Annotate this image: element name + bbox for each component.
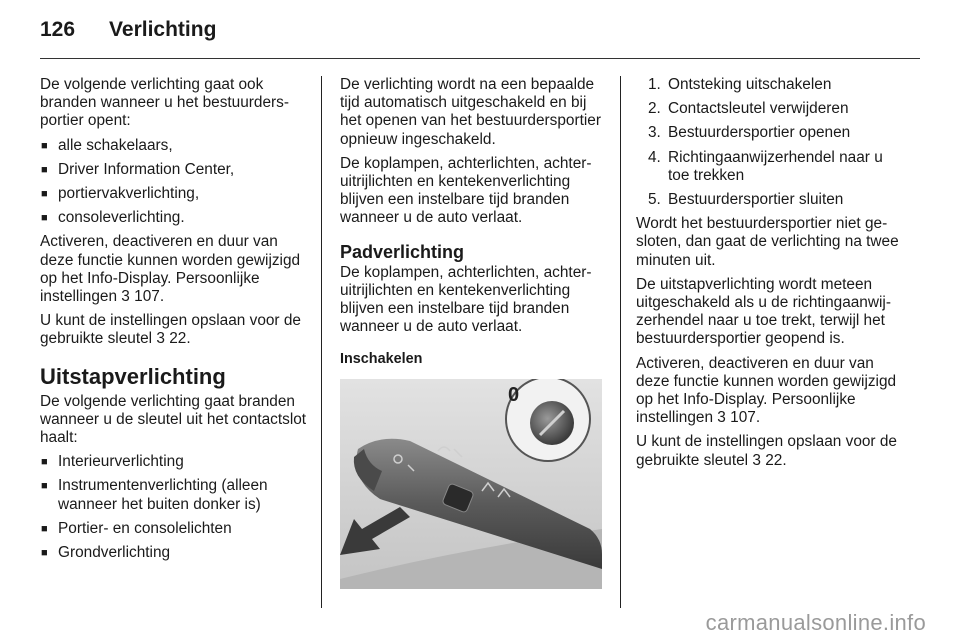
list-item: 2. Contactsleutel verwijderen — [648, 100, 849, 118]
uitstap-list — [40, 453, 310, 562]
list-item: ■ alle schakelaars, — [40, 137, 310, 155]
lights-paragraph: De koplampen, achterlichten, achteruitrijlichten en kentekenverlichting blijven een instelbare tijd branden wanneer u de auto verlaat. — [340, 154, 592, 227]
list-item: 4. Richtingaanwijzerhendel naar u toe trekken — [648, 148, 883, 184]
activate-paragraph: Activeren, deactiveren en duur van deze functie kunnen worden gewijzigd op het Info-Display. Persoonlijke instellingen 3 107. — [636, 354, 897, 427]
uitstap-paragraph: De volgende verlichting gaat branden wanneer u de sleutel uit het contactslot haalt: — [40, 392, 307, 447]
save-paragraph: U kunt de instellingen opslaan voor de gebruikte sleutel 3 22. — [636, 433, 897, 469]
column-divider-2 — [620, 76, 621, 608]
pad-paragraph: De koplampen, achterlichten, achteruitrijlichten en kentekenverlichting blijven een instelbare tijd branden wanneer u de auto verlaat. — [340, 263, 592, 336]
column-divider-1 — [321, 76, 322, 608]
page-ref-link[interactable]: 107. — [134, 288, 165, 306]
page-header — [40, 18, 216, 48]
immediate-off-paragraph: De uitstapverlichting wordt meteen uitgeschakeld als u de richtingaanwijzerhendel naar u toe trekt, terwijl het bestuurdersportier geopend is. — [636, 275, 891, 348]
page-number: 126 — [40, 18, 76, 41]
heading-inschakelen: Inschakelen — [340, 351, 423, 368]
column-3 — [636, 76, 906, 476]
column-2 — [340, 76, 602, 589]
page-ref-icon: 3 — [752, 451, 761, 469]
column-1 — [40, 76, 310, 568]
list-item: ■ portiervakverlichting, — [40, 185, 310, 203]
page-ref-icon: 3 — [156, 330, 165, 348]
steps-list — [636, 76, 906, 209]
page-ref-icon: 3 — [121, 288, 130, 306]
list-item: ■ Grondverlichting — [40, 544, 310, 562]
list-item: 1. Ontsteking uitschakelen — [648, 76, 832, 93]
door-open-paragraph: Wordt het bestuurdersportier niet gesloten, dan gaat de verlichting na twee minuten uit. — [636, 215, 899, 269]
list-item: ■ Interieurverlichting — [40, 453, 310, 471]
page-ref-icon: 3 — [717, 409, 726, 427]
lever-illustration-svg — [340, 379, 602, 589]
save-paragraph: U kunt de instellingen opslaan voor de gebruikte sleutel 3 22. — [40, 312, 301, 348]
intro-list — [40, 137, 310, 228]
list-item: ■ Driver Information Center, — [40, 161, 310, 179]
lever-illustration — [340, 379, 602, 589]
activate-paragraph: Activeren, deactiveren en duur van deze functie kunnen worden gewijzigd op het Info-Display. Persoonlijke instellingen 3 107. — [40, 233, 301, 306]
list-item: ■ Instrumentenverlichting (alleen wanneer het buiten donker is) — [40, 477, 310, 513]
page-ref-link[interactable]: 107. — [730, 409, 761, 427]
page-ref-link[interactable]: 22. — [765, 451, 787, 469]
list-item: ■ Portier- en consolelichten — [40, 520, 310, 538]
page-ref-link[interactable]: 22. — [169, 330, 191, 348]
list-item: 3. Bestuurdersportier openen — [648, 124, 851, 142]
intro-paragraph: De volgende verlichting gaat ook branden wanneer u het bestuurdersportier opent: — [40, 76, 289, 130]
heading-uitstapverlichting: Uitstapverlichting — [40, 363, 226, 389]
page-title: Verlichting — [109, 18, 217, 41]
figure-label: 0 — [508, 383, 520, 406]
header-rule — [40, 58, 920, 59]
watermark: carmanualsonline.info — [705, 610, 926, 635]
list-item: 5. Bestuurdersportier sluiten — [648, 191, 844, 209]
heading-padverlichting: Padverlichting — [340, 241, 465, 262]
list-item: ■ consoleverlichting. — [40, 209, 310, 227]
auto-off-paragraph: De verlichting wordt na een bepaalde tijd automatisch uitgeschakeld en bij het openen van het bestuurdersportier opnieuw ingeschakeld. — [340, 76, 601, 148]
